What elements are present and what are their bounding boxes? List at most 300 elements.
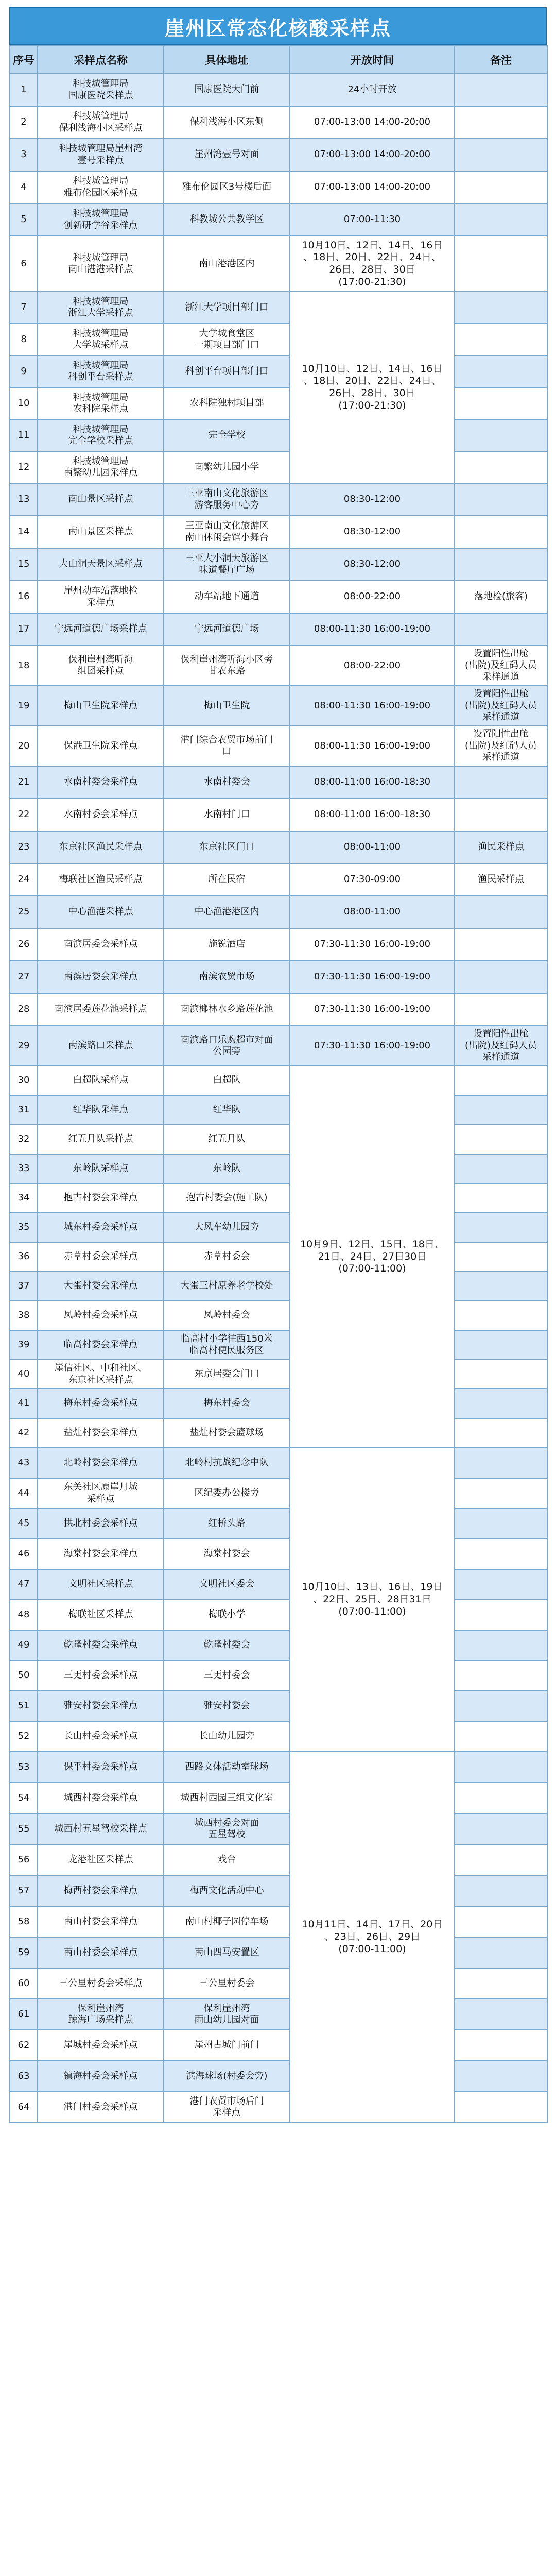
cell-site-name: 保港卫生院采样点 [38, 726, 164, 766]
cell-note [455, 1154, 547, 1183]
cell-site-name: 科技城管理局 保利浅海小区采样点 [38, 106, 164, 139]
table-row [10, 1814, 547, 1844]
cell-site-name: 科技城管理局 创新研学谷采样点 [38, 204, 164, 236]
cell-note [455, 1448, 547, 1478]
table-row [10, 1906, 547, 1937]
cell-address: 施锐酒店 [164, 928, 290, 961]
cell-note [455, 451, 547, 483]
cell-site-name: 科技城管理局 南山港港采样点 [38, 236, 164, 292]
cell-note [455, 1125, 547, 1154]
cell-note [455, 387, 547, 419]
table-row [10, 1968, 547, 1999]
cell-no: 56 [10, 1844, 38, 1875]
cell-note [455, 1360, 547, 1389]
cell-note [455, 516, 547, 548]
table-row [10, 1721, 547, 1752]
cell-open-time: 08:00-11:00 16:00-18:30 [290, 766, 455, 799]
cell-site-name: 港门村委会采样点 [38, 2092, 164, 2123]
cell-note: 渔民采样点 [455, 831, 547, 863]
cell-no: 17 [10, 613, 38, 646]
cell-site-name: 崖城村委会采样点 [38, 2030, 164, 2061]
cell-note: 落地检(旅客) [455, 581, 547, 613]
cell-open-time: 08:30-12:00 [290, 516, 455, 548]
cell-site-name: 科技城管理局 国康医院采样点 [38, 74, 164, 106]
cell-site-name: 城东村委会采样点 [38, 1213, 164, 1242]
table-row [10, 1125, 547, 1154]
cell-no: 26 [10, 928, 38, 961]
cell-site-name: 城西村委会采样点 [38, 1783, 164, 1814]
cell-no: 2 [10, 106, 38, 139]
cell-no: 36 [10, 1242, 38, 1272]
cell-no: 34 [10, 1183, 38, 1213]
cell-note [455, 1569, 547, 1600]
cell-no: 8 [10, 324, 38, 355]
table-row [10, 1752, 547, 1783]
table-row [10, 516, 547, 548]
cell-site-name: 白超队采样点 [38, 1066, 164, 1095]
table-row [10, 1095, 547, 1125]
table-row [10, 1937, 547, 1968]
cell-note [455, 74, 547, 106]
cell-note [455, 1968, 547, 1999]
cell-address: 赤草村委会 [164, 1242, 290, 1272]
cell-address: 梅联小学 [164, 1600, 290, 1630]
table-row [10, 1213, 547, 1242]
cell-note [455, 896, 547, 928]
cell-no: 21 [10, 766, 38, 799]
cell-site-name: 科技城管理局 农科院采样点 [38, 387, 164, 419]
table-row [10, 1539, 547, 1569]
cell-address: 城西村委会对面 五星驾校 [164, 1814, 290, 1844]
cell-note [455, 204, 547, 236]
cell-note [455, 1999, 547, 2030]
cell-address: 三更村委会 [164, 1660, 290, 1691]
cell-note [455, 1752, 547, 1783]
cell-note [455, 799, 547, 831]
cell-no: 53 [10, 1752, 38, 1783]
cell-open-time: 08:00-11:00 16:00-18:30 [290, 799, 455, 831]
cell-site-name: 南山村委会采样点 [38, 1906, 164, 1937]
header-no: 序号 [10, 46, 38, 74]
cell-site-name: 大蛋村委会采样点 [38, 1272, 164, 1301]
cell-no: 29 [10, 1026, 38, 1066]
table-row [10, 1569, 547, 1600]
cell-site-name: 南滨居委会采样点 [38, 961, 164, 993]
cell-address: 科创平台项目部门口 [164, 355, 290, 387]
cell-address: 红桥头路 [164, 1509, 290, 1539]
cell-no: 23 [10, 831, 38, 863]
cell-note [455, 1183, 547, 1213]
cell-site-name: 科技城管理局 雅布伦园区采样点 [38, 171, 164, 204]
cell-address: 水南村门口 [164, 799, 290, 831]
cell-address: 西路文体活动室球场 [164, 1752, 290, 1783]
cell-site-name: 红华队采样点 [38, 1095, 164, 1125]
cell-note [455, 613, 547, 646]
cell-open-time: 07:00-13:00 14:00-20:00 [290, 139, 455, 171]
cell-no: 10 [10, 387, 38, 419]
table-row [10, 1272, 547, 1301]
header-site-name: 采样点名称 [38, 46, 164, 74]
cell-address: 长山幼儿园旁 [164, 1721, 290, 1752]
cell-no: 46 [10, 1539, 38, 1569]
cell-note [455, 2030, 547, 2061]
cell-site-name: 凤岭村委会采样点 [38, 1301, 164, 1330]
table-header-row [10, 46, 547, 74]
cell-note [455, 766, 547, 799]
cell-open-time: 08:00-11:30 16:00-19:00 [290, 613, 455, 646]
cell-note [455, 928, 547, 961]
cell-site-name: 梅山卫生院采样点 [38, 686, 164, 726]
cell-note [455, 1721, 547, 1752]
cell-no: 20 [10, 726, 38, 766]
table-body [10, 74, 547, 2123]
cell-open-time: 07:30-11:30 16:00-19:00 [290, 928, 455, 961]
cell-open-time: 10月10日、12日、14日、16日 、18日、20日、22日、24日、 26日、28日、30日 (17:00-21:30) [290, 236, 455, 292]
cell-open-time: 07:30-11:30 16:00-19:00 [290, 993, 455, 1026]
cell-site-name: 抱古村委会采样点 [38, 1183, 164, 1213]
table-row [10, 106, 547, 139]
table-row [10, 1183, 547, 1213]
cell-no: 63 [10, 2061, 38, 2092]
cell-note [455, 1242, 547, 1272]
table-row [10, 1301, 547, 1330]
cell-no: 38 [10, 1301, 38, 1330]
cell-note [455, 106, 547, 139]
cell-no: 40 [10, 1360, 38, 1389]
cell-site-name: 梅联社区采样点 [38, 1600, 164, 1630]
cell-address: 保利崖州湾 雨山幼儿园对面 [164, 1999, 290, 2030]
cell-site-name: 保平村委会采样点 [38, 1752, 164, 1783]
cell-site-name: 龙港社区采样点 [38, 1844, 164, 1875]
cell-site-name: 南滨居委会采样点 [38, 928, 164, 961]
cell-address: 水南村委会 [164, 766, 290, 799]
table-row [10, 1448, 547, 1478]
header-open-time: 开放时间 [290, 46, 455, 74]
cell-address: 盐灶村委会篮球场 [164, 1418, 290, 1448]
cell-no: 12 [10, 451, 38, 483]
cell-no: 60 [10, 1968, 38, 1999]
table-row [10, 726, 547, 766]
cell-address: 崖州湾壹号对面 [164, 139, 290, 171]
cell-no: 5 [10, 204, 38, 236]
cell-note [455, 171, 547, 204]
cell-note [455, 236, 547, 292]
cell-note [455, 324, 547, 355]
table-row [10, 1844, 547, 1875]
cell-address: 大学城食堂区 一期项目部门口 [164, 324, 290, 355]
table-row [10, 613, 547, 646]
cell-address: 东京社区门口 [164, 831, 290, 863]
table-row [10, 686, 547, 726]
cell-address: 城西村西园三组文化室 [164, 1783, 290, 1814]
cell-open-time: 07:30-09:00 [290, 863, 455, 896]
cell-open-time: 08:00-11:30 16:00-19:00 [290, 686, 455, 726]
cell-no: 16 [10, 581, 38, 613]
cell-site-name: 梅联社区渔民采样点 [38, 863, 164, 896]
cell-note [455, 1330, 547, 1360]
cell-no: 14 [10, 516, 38, 548]
cell-address: 东京居委会门口 [164, 1360, 290, 1389]
header-note: 备注 [455, 46, 547, 74]
table-row [10, 355, 547, 387]
cell-address: 梅西文化活动中心 [164, 1875, 290, 1906]
cell-site-name: 科技城管理局 科创平台采样点 [38, 355, 164, 387]
table-row [10, 1691, 547, 1721]
table-row [10, 419, 547, 451]
cell-open-time: 07:00-13:00 14:00-20:00 [290, 106, 455, 139]
cell-note [455, 1095, 547, 1125]
cell-address: 三亚南山文化旅游区 南山休闲会馆小舞台 [164, 516, 290, 548]
cell-no: 64 [10, 2092, 38, 2123]
cell-address: 崖州古城门前门 [164, 2030, 290, 2061]
table-row [10, 993, 547, 1026]
cell-no: 62 [10, 2030, 38, 2061]
cell-no: 47 [10, 1569, 38, 1600]
table-row [10, 2092, 547, 2123]
cell-site-name: 东岭队采样点 [38, 1154, 164, 1183]
cell-note [455, 1389, 547, 1418]
table-row [10, 961, 547, 993]
table-row [10, 1360, 547, 1389]
cell-open-time: 08:30-12:00 [290, 483, 455, 516]
cell-site-name: 南山景区采样点 [38, 483, 164, 516]
cell-address: 滨海球场(村委会旁) [164, 2061, 290, 2092]
table-row [10, 831, 547, 863]
cell-no: 6 [10, 236, 38, 292]
cell-address: 科教城公共教学区 [164, 204, 290, 236]
cell-address: 海棠村委会 [164, 1539, 290, 1569]
cell-site-name: 水南村委会采样点 [38, 799, 164, 831]
cell-no: 15 [10, 548, 38, 581]
cell-no: 42 [10, 1418, 38, 1448]
cell-note: 设置阳性出舱 (出院)及红码人员 采样通道 [455, 646, 547, 686]
cell-note [455, 139, 547, 171]
cell-no: 50 [10, 1660, 38, 1691]
cell-open-time: 08:30-12:00 [290, 548, 455, 581]
cell-note [455, 292, 547, 324]
cell-no: 4 [10, 171, 38, 204]
cell-address: 南滨农贸市场 [164, 961, 290, 993]
table-row [10, 1478, 547, 1509]
table-row [10, 74, 547, 106]
table-row [10, 646, 547, 686]
cell-address: 抱古村委会(施工队) [164, 1183, 290, 1213]
table-row [10, 863, 547, 896]
cell-address: 文明社区委会 [164, 1569, 290, 1600]
table-row [10, 324, 547, 355]
cell-site-name: 雅安村委会采样点 [38, 1691, 164, 1721]
cell-site-name: 北岭村委会采样点 [38, 1448, 164, 1478]
cell-address: 临高村小学往西150米 临高村便民服务区 [164, 1330, 290, 1360]
cell-note [455, 2061, 547, 2092]
cell-no: 19 [10, 686, 38, 726]
cell-site-name: 中心渔港采样点 [38, 896, 164, 928]
table-row [10, 171, 547, 204]
cell-note [455, 993, 547, 1026]
cell-note [455, 1272, 547, 1301]
cell-note [455, 1875, 547, 1906]
cell-open-time: 07:30-11:30 16:00-19:00 [290, 961, 455, 993]
cell-no: 43 [10, 1448, 38, 1478]
cell-address: 北岭村抗战纪念中队 [164, 1448, 290, 1478]
cell-address: 港门农贸市场后门 采样点 [164, 2092, 290, 2123]
sampling-sites-table [9, 45, 548, 2123]
table-row [10, 1418, 547, 1448]
cell-note [455, 1539, 547, 1569]
cell-site-name: 科技城管理局 完全学校采样点 [38, 419, 164, 451]
cell-address: 完全学校 [164, 419, 290, 451]
cell-site-name: 镇海村委会采样点 [38, 2061, 164, 2092]
cell-address: 戏台 [164, 1844, 290, 1875]
cell-address: 三亚大小洞天旅游区 味道餐厅广场 [164, 548, 290, 581]
cell-site-name: 红五月队采样点 [38, 1125, 164, 1154]
cell-address: 红华队 [164, 1095, 290, 1125]
cell-address: 南繁幼儿园小学 [164, 451, 290, 483]
cell-no: 33 [10, 1154, 38, 1183]
table-row [10, 1026, 547, 1066]
cell-address: 所在民宿 [164, 863, 290, 896]
table-row [10, 1242, 547, 1272]
cell-address: 国康医院大门前 [164, 74, 290, 106]
cell-note [455, 1630, 547, 1660]
cell-open-time-merged: 10月9日、12日、15日、18日、 21日、24日、27日30日 (07:00-11:00) [290, 1066, 455, 1448]
table-row [10, 1660, 547, 1691]
table-row [10, 799, 547, 831]
cell-site-name: 东京社区渔民采样点 [38, 831, 164, 863]
cell-no: 59 [10, 1937, 38, 1968]
table-row [10, 1509, 547, 1539]
table-row [10, 139, 547, 171]
table-row [10, 896, 547, 928]
cell-note [455, 1844, 547, 1875]
cell-open-time: 07:00-11:30 [290, 204, 455, 236]
cell-address: 中心渔港港区内 [164, 896, 290, 928]
cell-open-time: 24小时开放 [290, 74, 455, 106]
table-row [10, 1066, 547, 1095]
cell-site-name: 拱北村委会采样点 [38, 1509, 164, 1539]
cell-note [455, 1783, 547, 1814]
cell-open-time-merged: 10月10日、12日、14日、16日 、18日、20日、22日、24日、 26日、28日、30日 (17:00-21:30) [290, 292, 455, 483]
table-row [10, 1154, 547, 1183]
cell-no: 48 [10, 1600, 38, 1630]
cell-note [455, 1600, 547, 1630]
cell-no: 24 [10, 863, 38, 896]
cell-no: 7 [10, 292, 38, 324]
cell-address: 南山四马安置区 [164, 1937, 290, 1968]
cell-site-name: 城西村五星驾校采样点 [38, 1814, 164, 1844]
cell-address: 浙江大学项目部门口 [164, 292, 290, 324]
table-row [10, 204, 547, 236]
table-row [10, 1875, 547, 1906]
table-row [10, 548, 547, 581]
cell-note: 设置阳性出舱 (出院)及红码人员 采样通道 [455, 726, 547, 766]
cell-site-name: 盐灶村委会采样点 [38, 1418, 164, 1448]
cell-address: 动车站地下通道 [164, 581, 290, 613]
cell-site-name: 科技城管理局 大学城采样点 [38, 324, 164, 355]
table-row [10, 581, 547, 613]
page-title: 崖州区常态化核酸采样点 [9, 7, 547, 45]
cell-site-name: 东关社区原崖月城 采样点 [38, 1478, 164, 1509]
cell-address: 雅布伦园区3号楼后面 [164, 171, 290, 204]
cell-note [455, 1213, 547, 1242]
table-row [10, 1630, 547, 1660]
cell-note [455, 961, 547, 993]
cell-note [455, 355, 547, 387]
cell-address: 东岭队 [164, 1154, 290, 1183]
cell-address: 南山港港区内 [164, 236, 290, 292]
cell-site-name: 保利崖州湾听海 组团采样点 [38, 646, 164, 686]
cell-no: 58 [10, 1906, 38, 1937]
cell-address: 梅东村委会 [164, 1389, 290, 1418]
cell-open-time: 08:00-22:00 [290, 581, 455, 613]
cell-address: 大蛋三村原养老学校处 [164, 1272, 290, 1301]
cell-site-name: 南山景区采样点 [38, 516, 164, 548]
cell-no: 25 [10, 896, 38, 928]
cell-note [455, 1660, 547, 1691]
cell-no: 41 [10, 1389, 38, 1418]
cell-no: 31 [10, 1095, 38, 1125]
cell-site-name: 科技城管理局 浙江大学采样点 [38, 292, 164, 324]
cell-site-name: 崖信社区、中和社区、 东京社区采样点 [38, 1360, 164, 1389]
cell-address: 大风车幼儿园旁 [164, 1213, 290, 1242]
cell-no: 39 [10, 1330, 38, 1360]
cell-site-name: 临高村委会采样点 [38, 1330, 164, 1360]
cell-address: 红五月队 [164, 1125, 290, 1154]
table-row [10, 451, 547, 483]
cell-open-time-merged: 10月10日、13日、16日、19日 、22日、25日、28日31日 (07:00-11:00) [290, 1448, 455, 1752]
cell-no: 45 [10, 1509, 38, 1539]
cell-address: 宁远河道德广场 [164, 613, 290, 646]
cell-site-name: 科技城管理局 南繁幼儿园采样点 [38, 451, 164, 483]
cell-address: 保利浅海小区东侧 [164, 106, 290, 139]
cell-site-name: 文明社区采样点 [38, 1569, 164, 1600]
cell-site-name: 三公里村委会采样点 [38, 1968, 164, 1999]
cell-note [455, 1906, 547, 1937]
cell-note [455, 1937, 547, 1968]
table-row [10, 1600, 547, 1630]
cell-no: 28 [10, 993, 38, 1026]
cell-no: 27 [10, 961, 38, 993]
cell-note: 设置阳性出舱 (出院)及红码人员 采样通道 [455, 686, 547, 726]
cell-site-name: 宁远河道德广场采样点 [38, 613, 164, 646]
table-row [10, 928, 547, 961]
cell-note [455, 1509, 547, 1539]
cell-address: 农科院独村项目部 [164, 387, 290, 419]
cell-note: 设置阳性出舱 (出院)及红码人员 采样通道 [455, 1026, 547, 1066]
cell-address: 三亚南山文化旅游区 游客服务中心旁 [164, 483, 290, 516]
cell-address: 雅安村委会 [164, 1691, 290, 1721]
cell-site-name: 南滨居委莲花池采样点 [38, 993, 164, 1026]
cell-address: 南滨路口乐购超市对面 公园旁 [164, 1026, 290, 1066]
cell-site-name: 南滨路口采样点 [38, 1026, 164, 1066]
cell-open-time: 08:00-11:00 [290, 896, 455, 928]
cell-no: 37 [10, 1272, 38, 1301]
cell-no: 44 [10, 1478, 38, 1509]
cell-site-name: 梅东村委会采样点 [38, 1389, 164, 1418]
cell-no: 9 [10, 355, 38, 387]
cell-no: 11 [10, 419, 38, 451]
cell-no: 1 [10, 74, 38, 106]
cell-address: 三公里村委会 [164, 1968, 290, 1999]
cell-site-name: 乾隆村委会采样点 [38, 1630, 164, 1660]
cell-open-time-merged: 10月11日、14日、17日、20日 、23日、26日、29日 (07:00-11:00) [290, 1752, 455, 2123]
cell-note [455, 1691, 547, 1721]
table-row [10, 766, 547, 799]
cell-no: 49 [10, 1630, 38, 1660]
cell-note [455, 548, 547, 581]
table-row [10, 1999, 547, 2030]
header-address: 具体地址 [164, 46, 290, 74]
